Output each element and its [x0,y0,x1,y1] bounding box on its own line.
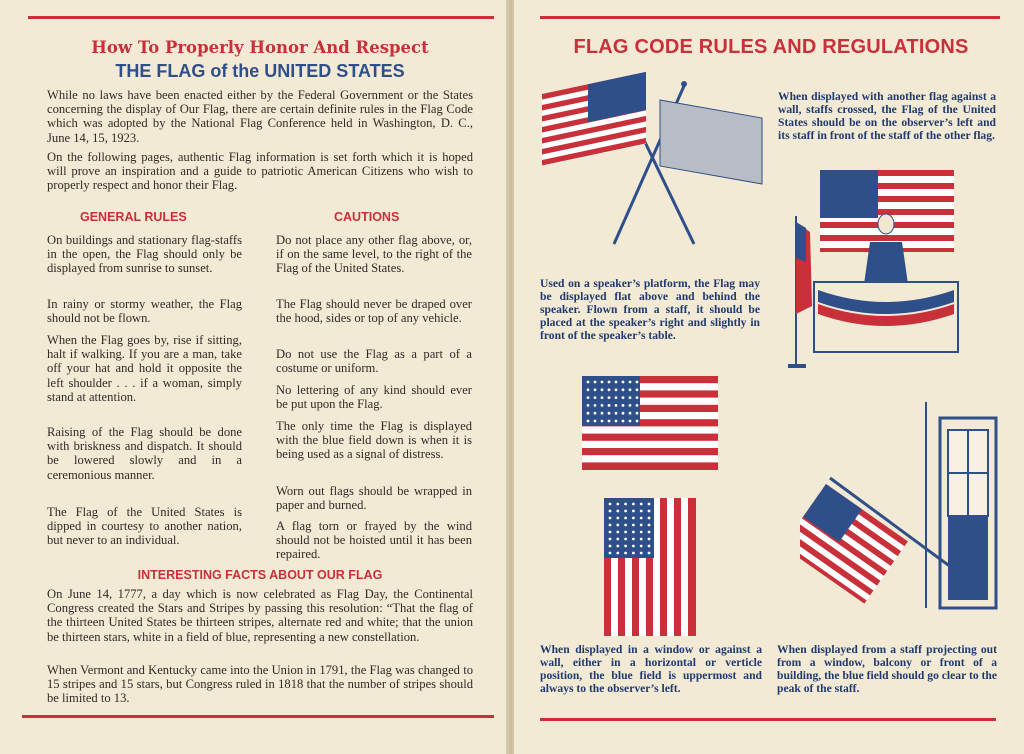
us-flag-icon [800,484,908,604]
general-rules-heading: GENERAL RULES [80,210,187,224]
right-page [514,0,1024,754]
other-flag-icon [660,100,762,184]
speaker-platform-illustration [784,166,964,376]
facts-heading: INTERESTING FACTS ABOUT OUR FLAG [137,568,383,582]
general-rule-item: Raising of the Flag should be done with briskness and dispatch. It should be lowered slowly and in a ceremonious manner. [47,425,242,482]
facts-paragraph-1: On June 14, 1777, a day which is now celebrated as Flag Day, the Continental Congress created the Stars and Stripes by passing this resolution: “That the flag of the thirteen United States be thirteen stripes, alternate red and white; that the union be thirteen stars, white in a field of blue, representing a new constellation. [47,587,473,644]
caption-window-display: When displayed in a window or against a wall, either in a horizontal or verticle position, the blue field is uppermost and always to the observer’s left. [540,643,762,695]
caption-crossed-flags: When displayed with another flag against a wall, staffs crossed, the Flag of the United States should be on the observer’s left and its staff in front of the staff of the other flag. [778,90,996,142]
caution-item: The only time the Flag is displayed with the blue field down is when it is being used as a signal of distress. [276,419,472,462]
vertical-flag-illustration [604,498,696,636]
top-rule-right [540,16,1000,19]
top-rule-left [28,16,494,19]
left-title-line2: THE FLAG of the UNITED STATES [115,61,405,81]
caution-item: Worn out flags should be wrapped in paper and burned. [276,484,472,513]
general-rule-item: When the Flag goes by, rise if sitting, halt if walking. If you are a man, take off your hat and hold it opposite the left shoulder . . . if a woman, simply stand at attention. [47,333,242,404]
horizontal-flag-illustration [582,376,718,470]
us-flag-icon [542,72,646,166]
window-staff-illustration [800,398,1000,614]
bottom-rule-left [22,715,494,718]
intro-paragraph-1: While no laws have been enacted either by the Federal Government or the States concerning the display of Our Flag, there are certain definite rules in the Flag Code which was adopted by the National Flag Conference held in Washington, D. C., June 14, 15, 1923. [47,88,473,145]
bottom-rule-right [540,718,996,721]
caption-staff-projecting: When displayed from a staff projecting out from a window, balcony or front of a building, the blue field should go clear to the peak of the staff. [777,643,997,695]
cautions-heading: CAUTIONS [334,210,400,224]
caution-item: A flag torn or frayed by the wind should not be hoisted until it has been repaired. [276,519,472,562]
crossed-flags-illustration [534,72,764,252]
intro-paragraph-2: On the following pages, authentic Flag information is set forth which it is hoped will prove an inspiration and a guide to patriotic American Citizens who wish to properly respect and honor their Flag. [47,150,473,193]
caution-item: No lettering of any kind should ever be put upon the Flag. [276,383,472,412]
caption-speaker-platform: Used on a speaker’s platform, the Flag may be displayed flat above and behind the speaker. Flown from a staff, it should be placed at the speaker’s right and slightly in front of the speaker’s table. [540,277,760,342]
right-title: FLAG CODE RULES AND REGULATIONS [573,36,969,58]
left-title-line1: How To Properly Honor And Respect [91,38,429,57]
general-rule-item: The Flag of the United States is dipped in courtesy to another nation, but never to an individual. [47,505,242,548]
caution-item: The Flag should never be draped over the hood, sides or top of any vehicle. [276,297,472,326]
left-page [0,0,508,754]
general-rule-item: On buildings and stationary flag-staffs in the open, the Flag should only be displayed from sunrise to sunset. [47,233,242,276]
facts-paragraph-2: When Vermont and Kentucky came into the Union in 1791, the Flag was changed to 15 stripes and 15 stars, but Congress ruled in 1818 that the number of stripes should be limited to 13. [47,663,473,706]
caution-item: Do not use the Flag as a part of a costume or uniform. [276,347,472,376]
caution-item: Do not place any other flag above, or, if on the same level, to the right of the Flag of the United States. [276,233,472,276]
general-rule-item: In rainy or stormy weather, the Flag should not be flown. [47,297,242,326]
